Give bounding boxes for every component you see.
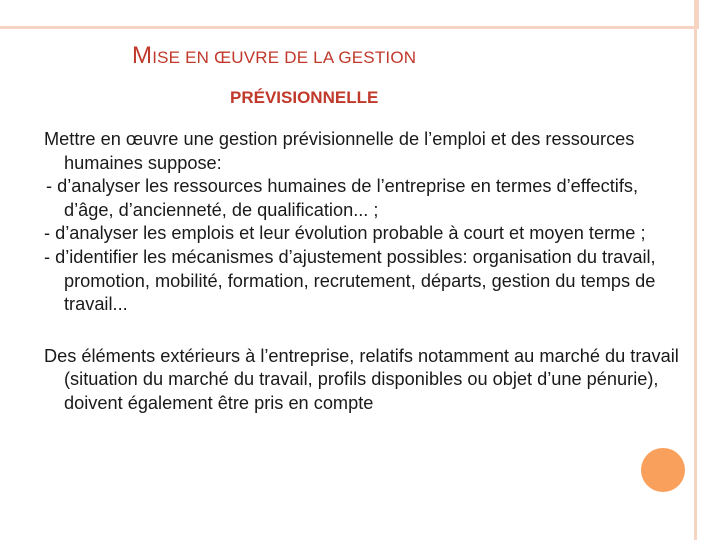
outro-paragraph: Des éléments extérieurs à l’entreprise, relatifs notamment au marché du travail (situation du marché du travail, profils disponibles ou objet d’une pénurie), doivent également être pris en compte bbox=[44, 345, 679, 413]
slide-border-top bbox=[0, 0, 699, 29]
slide-body bbox=[44, 128, 684, 416]
title-line-1-text: ISE EN ŒUVRE DE LA GESTION bbox=[152, 48, 417, 67]
title-initial: M bbox=[132, 42, 153, 69]
title-line-1 bbox=[132, 42, 612, 70]
list-item: - d’identifier les mécanismes d’ajustement possibles: organisation du travail, promotion, mobilité, formation, recrutement, départs, gestion du temps de travail... bbox=[44, 246, 656, 315]
decorative-circle bbox=[641, 448, 685, 492]
intro-paragraph: Mettre en œuvre une gestion prévisionnelle de l’emploi et des ressources humaines suppose: bbox=[44, 129, 635, 173]
slide-title bbox=[132, 42, 612, 108]
paragraph-spacer bbox=[44, 317, 684, 345]
title-line-2: PRÉVISIONNELLE bbox=[230, 88, 379, 107]
slide-border-right bbox=[694, 0, 719, 540]
list-item: - d’analyser les emplois et leur évolution probable à court et moyen terme ; bbox=[44, 223, 646, 244]
list-item: - d’analyser les ressources humaines de l’entreprise en termes d’effectifs, d’âge, d’ancienneté, de qualification... ; bbox=[46, 176, 639, 220]
